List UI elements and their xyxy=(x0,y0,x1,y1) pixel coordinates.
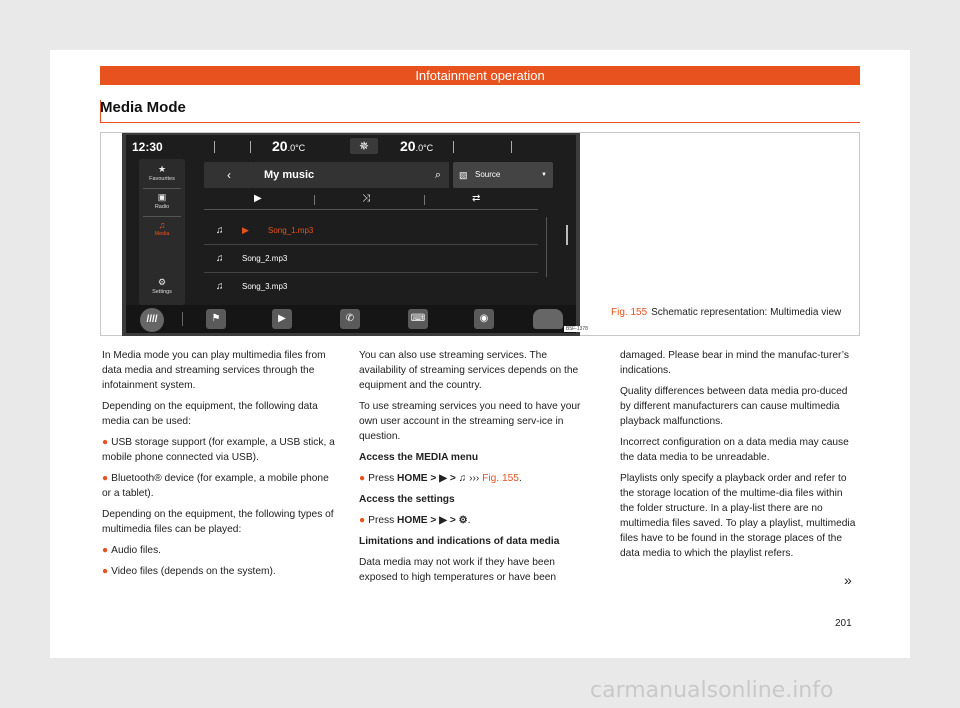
divider xyxy=(424,195,425,205)
step-end: . xyxy=(518,473,522,484)
sidebar-item-settings[interactable] xyxy=(139,277,185,295)
list-item xyxy=(102,543,338,558)
divider xyxy=(143,216,181,217)
figure-link[interactable]: Fig. 155 xyxy=(482,473,519,484)
music-note-icon: ♫ xyxy=(216,281,224,292)
media-play-icon[interactable]: ▶ xyxy=(272,309,292,329)
sidebar-item-radio[interactable] xyxy=(139,192,185,210)
figure-caption xyxy=(611,306,851,319)
source-dropdown[interactable] xyxy=(453,162,553,188)
text-column-3 xyxy=(620,348,856,567)
subheading xyxy=(359,492,595,507)
gear-icon: ⚙ xyxy=(157,277,167,287)
paragraph: Playlists only specify a playback order and refer to the storage location of the multime-dia files within the folder structure. In a play-list there are no multimedia files saved. To play a playlist, multimedia files have to be found in the storage places of the data media to which the playlist refers. xyxy=(620,473,856,559)
divider xyxy=(250,141,251,153)
sidebar-item-label: Favourites xyxy=(149,176,175,182)
divider xyxy=(314,195,315,205)
scrollbar-track xyxy=(546,217,547,277)
subheading xyxy=(359,450,595,465)
list-item xyxy=(102,435,338,465)
play-icon[interactable]: ▶ xyxy=(254,193,262,204)
figure-reference-code: B5F-1378 xyxy=(566,326,588,332)
flag-icon[interactable]: ⚑ xyxy=(206,309,226,329)
bullet-icon: ● xyxy=(359,515,366,526)
source-icon: ▧ xyxy=(459,170,468,180)
connect-icon[interactable]: ◉ xyxy=(474,309,494,329)
scrollbar[interactable] xyxy=(566,225,568,245)
star-icon: ★ xyxy=(157,164,167,174)
bullet-icon: ● xyxy=(359,473,366,484)
paragraph: Depending on the equipment, the following types of multimedia files can be played: xyxy=(102,509,334,535)
back-button[interactable]: ‹ xyxy=(204,162,254,188)
infotainment-screen xyxy=(122,133,580,336)
list-item xyxy=(102,471,338,501)
paragraph: Data media may not work if they have been exposed to high temperatures or have been xyxy=(359,557,557,583)
section-rule xyxy=(100,122,860,123)
sidebar-item-favourites[interactable] xyxy=(139,164,185,182)
keyboard-icon[interactable]: ⌨ xyxy=(408,309,428,329)
sidebar-item-media[interactable] xyxy=(139,220,185,237)
song-row[interactable] xyxy=(204,245,538,273)
caption-text: Schematic representation: Multimedia view xyxy=(651,307,842,318)
reference-arrows: ››› xyxy=(466,473,483,484)
divider xyxy=(214,141,215,153)
paragraph: You can also use streaming services. The availability of streaming services depends on the equipment and the country. xyxy=(359,350,579,391)
divider xyxy=(182,312,183,326)
music-note-icon: ♫ xyxy=(158,220,166,230)
repeat-icon[interactable]: ⇄ xyxy=(472,193,481,204)
chapter-header: Infotainment operation xyxy=(100,66,860,85)
paragraph: Incorrect configuration on a data media may cause the data media to be unreadable. xyxy=(620,437,849,463)
section-title: Media Mode xyxy=(100,99,186,116)
paragraph: Quality differences between data media pro-duced by different manufacturers can cause multimedia playback malfunctions. xyxy=(620,386,848,427)
subheading-text: Access the MEDIA menu xyxy=(359,452,479,463)
chevron-down-icon: ▼ xyxy=(541,172,547,178)
clock: 12:30 xyxy=(132,140,163,154)
list-item xyxy=(359,513,595,528)
song-title: Song_3.mp3 xyxy=(242,282,288,291)
temp-left-unit: .0°C xyxy=(287,143,306,153)
paragraph: Depending on the equipment, the following data media can be used: xyxy=(102,401,318,427)
list-item xyxy=(359,471,595,486)
sidebar-item-label: Radio xyxy=(154,204,170,210)
bullet-icon: ● xyxy=(102,566,109,577)
text-column-2 xyxy=(359,348,595,591)
paragraph: To use streaming services you need to have your own user account in the streaming serv-ice in question. xyxy=(359,401,581,442)
divider xyxy=(143,188,181,189)
continue-mark: » xyxy=(844,572,852,588)
car-icon[interactable] xyxy=(533,309,563,329)
view-title: My music xyxy=(254,162,427,188)
list-item xyxy=(102,564,338,579)
search-icon[interactable]: ⌕ xyxy=(427,162,449,188)
list-item-text: Bluetooth® device (for example, a mobile phone or a tablet). xyxy=(102,473,329,499)
figure-number: Fig. 155 xyxy=(611,307,648,318)
list-item-text: Video files (depends on the system). xyxy=(111,566,276,577)
bullet-icon: ● xyxy=(102,473,109,484)
sidebar-item-label: Settings xyxy=(152,289,172,295)
menu-path: HOME > ▶ > ⚙ xyxy=(397,515,468,526)
music-note-icon: ♫ xyxy=(216,225,224,236)
paragraph: damaged. Please bear in mind the manufac-turer’s indications. xyxy=(620,350,849,376)
song-title: Song_2.mp3 xyxy=(242,254,288,263)
step-text: Press xyxy=(368,515,398,526)
shuffle-icon[interactable]: ⤨ xyxy=(362,193,370,204)
step-text: Press xyxy=(368,473,398,484)
temp-right-value: 20 xyxy=(400,138,416,154)
screen-display xyxy=(126,135,576,333)
step-end: . xyxy=(467,515,471,526)
song-row[interactable] xyxy=(204,273,538,301)
divider xyxy=(511,141,512,153)
playing-icon: ▶ xyxy=(242,225,249,235)
list-item-text: USB storage support (for example, a USB stick, a mobile phone connected via USB). xyxy=(102,437,335,463)
temp-left-value: 20 xyxy=(272,138,288,154)
subheading-text: Limitations and indications of data media xyxy=(359,536,560,547)
phone-icon[interactable]: ✆ xyxy=(340,309,360,329)
source-label: Source xyxy=(475,170,501,179)
playback-controls xyxy=(204,190,538,210)
temp-right-unit: .0°C xyxy=(415,143,434,153)
bullet-icon: ● xyxy=(102,437,109,448)
page-number: 201 xyxy=(835,618,852,629)
sidebar xyxy=(139,159,185,305)
fan-icon[interactable]: ✵ xyxy=(350,138,378,154)
dock xyxy=(126,305,576,333)
bullet-icon: ● xyxy=(102,545,109,556)
list-item-text: Audio files. xyxy=(111,545,161,556)
temp-left[interactable] xyxy=(272,138,305,154)
menu-path: HOME > ▶ > ♫ xyxy=(397,473,467,484)
sidebar-item-label: Media xyxy=(154,231,170,237)
subheading-text: Access the settings xyxy=(359,494,455,505)
watermark: carmanualsonline.info xyxy=(590,678,834,703)
divider xyxy=(453,141,454,153)
song-title: Song_1.mp3 xyxy=(268,226,314,235)
song-row[interactable] xyxy=(204,217,538,245)
text-column-1 xyxy=(102,348,338,585)
temp-right[interactable] xyxy=(400,138,433,154)
home-button[interactable]: //// xyxy=(140,308,164,332)
subheading xyxy=(359,534,595,549)
paragraph: In Media mode you can play multimedia files from data media and streaming services through the infotainment system. xyxy=(102,350,326,391)
music-note-icon: ♫ xyxy=(216,253,224,264)
radio-icon: ▣ xyxy=(157,192,167,202)
